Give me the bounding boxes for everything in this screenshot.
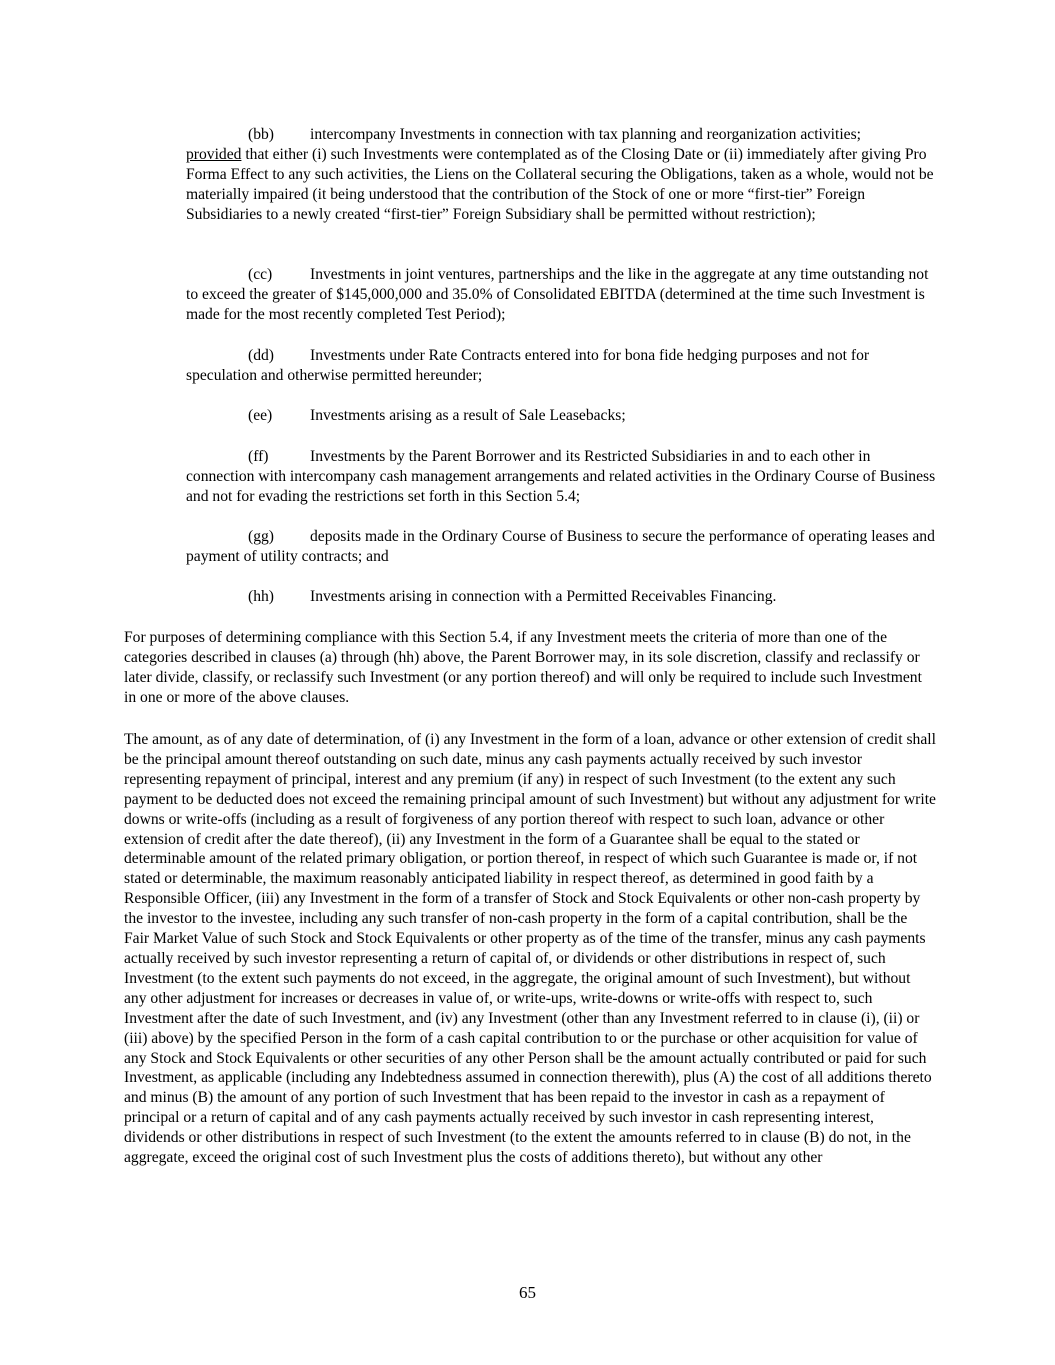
clause-label: (bb) [248, 126, 274, 143]
compliance-paragraph: For purposes of determining compliance with this Section 5.4, if any Investment meets the criteria of more than one of the categories described in clauses (a) through (hh) above, the Parent Borrower may, in its sole discretion, classify and reclassify or later divide, classify, or reclassify such Investment (or any portion thereof) and will only be required to include such Investment in one or more of the above clauses. [124, 629, 922, 706]
clause-label: (gg) [248, 528, 274, 545]
clause-label: (dd) [248, 347, 274, 364]
clause-hh [186, 587, 936, 607]
clause-gg [186, 527, 936, 567]
clause-ff [186, 447, 936, 507]
clause-label: (hh) [248, 588, 274, 605]
clause-cc [186, 265, 936, 325]
clause-text: Investments arising in connection with a Permitted Receivables Financing. [310, 588, 777, 605]
provided-term: provided [186, 145, 242, 163]
clause-bb [186, 125, 936, 225]
clause-text: deposits made in the Ordinary Course of Business to secure the performance of operating leases and payment of utility contracts; and [186, 528, 935, 565]
amount-paragraph: The amount, as of any date of determination, of (i) any Investment in the form of a loan, advance or other extension of credit shall be the principal amount thereof outstanding on such date, minus any cash payments actually received by such investor representing repayment of principal, interest and any premium (if any) in respect of such Investment (to the extent any such payment to be deducted does not exceed the remaining principal amount of such Investment) but without any adjustment for write downs or write-offs (including as a result of forgiveness of any portion thereof with respect to such loan, advance or other extension of credit after the date thereof), (ii) any Investment in the form of a Guarantee shall be equal to the stated or determinable amount of the related primary obligation, or portion thereof, in respect of which such Guarantee is made or, if not stated or determinable, the maximum reasonably anticipated liability in respect thereof, as determined in good faith by a Responsible Officer, (iii) any Investment in the form of a transfer of Stock and Stock Equivalents or other non-cash property by the investor to the investee, including any such transfer of non-cash property in the form of a capital contribution, shall be the Fair Market Value of such Stock and Stock Equivalents or other property as of the time of the transfer, minus any cash payments actually received by such investor representing a return of capital of, or dividends or other distributions in respect of, such Investment (to the extent such payments do not exceed, in the aggregate, the original amount of such Investment), but without any other adjustment for increases or decreases in value of, or write-ups, write-downs or write-offs with respect to, such Investment after the date of such Investment, and (iv) any Investment (other than any Investment referred to in clause (i), (ii) or (iii) above) by the specified Person in the form of a cash capital contribution to or the purchase or other acquisition for value of any Stock and Stock Equivalents or other securities of any other Person shall be the amount actually contributed or paid for such Investment, as applicable (including any Indebtedness assumed in connection therewith), plus (A) the cost of all additions thereto and minus (B) the amount of any portion of such Investment that has been repaid to the investor in cash as a repayment of principal or a return of capital and of any cash payments actually received by such investor in cash representing interest, dividends or other distributions in respect of such Investment (to the extent the amounts referred to in clause (B) do not, in the aggregate, exceed the original cost of such Investment plus the costs of additions thereto), but without any other [124, 731, 936, 1167]
clause-ee [186, 406, 936, 426]
clause-dd [186, 346, 936, 386]
clause-text: Investments under Rate Contracts entered into for bona fide hedging purposes and not for speculation and otherwise permitted hereunder; [186, 347, 870, 384]
clause-label: (ee) [248, 407, 273, 424]
clause-text: Investments arising as a result of Sale Leasebacks; [310, 407, 626, 424]
clause-text: Investments in joint ventures, partnerships and the like in the aggregate at any time outstanding not to exceed the greater of $145,000,000 and 35.0% of Consolidated EBITDA (determined at the time such Investment is made for the most recently completed Test Period); [186, 266, 929, 323]
page-number: 65 [519, 1283, 536, 1302]
clause-label: (cc) [248, 266, 273, 283]
clause-label: (ff) [248, 448, 269, 465]
clause-text: that either (i) such Investments were contemplated as of the Closing Date or (ii) immediately after giving Pro Forma Effect to any such activities, the Liens on the Collateral securing the Obligations, taken as a whole, would not be materially impaired (it being understood that the contribution of the Stock of one or more “first-tier” Foreign Subsidiaries to a newly created “first-tier” Foreign Subsidiary shall be permitted without restriction); [186, 145, 934, 223]
clause-lead: intercompany Investments in connection with tax planning and reorganization activities; [310, 126, 861, 143]
clause-text: Investments by the Parent Borrower and its Restricted Subsidiaries in and to each other in connection with intercompany cash management arrangements and related activities in the Ordinary Course of Business and not for evading the restrictions set forth in this Section 5.4; [186, 448, 936, 505]
